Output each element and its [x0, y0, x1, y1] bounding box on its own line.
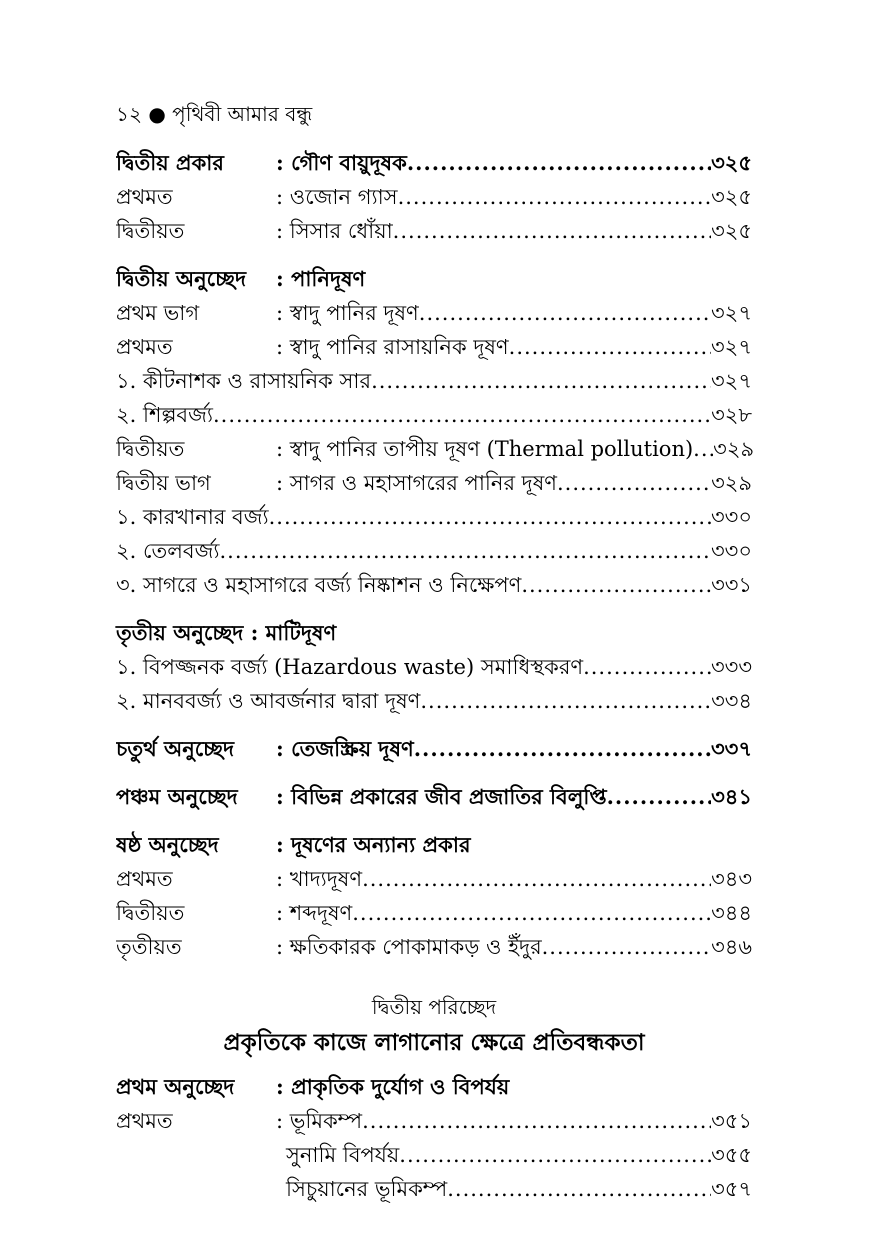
toc-entry — [116, 262, 752, 296]
toc-entry-label: দ্বিতীয়ত — [116, 219, 185, 243]
toc-entry-label: দ্বিতীয় ভাগ — [116, 471, 211, 495]
chapter-title: প্রকৃতিকে কাজে লাগানোর ক্ষেত্রে প্রতিবন্ধকতা — [223, 1029, 645, 1056]
toc-entry — [116, 568, 752, 602]
toc-entry-label: দ্বিতীয় প্রকার — [116, 150, 224, 175]
toc-entry-title: : তেজস্ক্রিয় দূষণ — [276, 736, 414, 761]
dot-leader — [419, 296, 711, 330]
toc-page-number: ৩৪৪ — [711, 901, 752, 925]
dot-leader — [269, 500, 711, 534]
table-of-contents — [116, 146, 755, 1206]
toc-page-number: ৩৪৩ — [711, 867, 752, 891]
toc-entry — [116, 500, 752, 534]
toc-entry-title: ১. বিপজ্জনক বর্জ্য (Hazardous waste) সমাধিস্থকরণ — [116, 655, 584, 679]
toc-entry-title: সুনামি বিপর্যয় — [286, 1143, 400, 1167]
toc-entry-title: ২. মানববর্জ্য ও আবর্জনার দ্বারা দূষণ — [116, 689, 421, 713]
dot-leader — [213, 398, 711, 432]
book-title: পৃথিবী আমার বন্ধু — [172, 102, 313, 126]
toc-entry-title: ২. শিল্পবর্জ্য — [116, 403, 213, 427]
page-number: ১২ — [116, 102, 142, 126]
toc-entry-title: : ক্ষতিকারক পোকামাকড় ও ইঁদুর — [276, 935, 542, 959]
dot-leader — [447, 1172, 711, 1206]
toc-entry-title: : শব্দদূষণ — [276, 901, 353, 925]
toc-page-number: ৩৪১ — [711, 784, 752, 809]
dot-leader — [362, 862, 711, 896]
toc-page-number: ৩৫১ — [711, 1109, 752, 1133]
dot-leader — [607, 780, 711, 814]
dot-leader — [407, 146, 711, 180]
dot-leader — [398, 180, 712, 214]
toc-entry-title: তৃতীয় অনুচ্ছেদ : মাটিদূষণ — [116, 620, 337, 645]
toc-entry — [116, 650, 752, 684]
toc-entry — [116, 432, 755, 466]
toc-entry-title: সিচুয়ানের ভূমিকম্প — [286, 1177, 448, 1201]
toc-page-number: ৩৫৫ — [711, 1143, 752, 1167]
dot-leader — [352, 896, 711, 930]
toc-entry — [116, 616, 752, 650]
toc-entry — [116, 1104, 752, 1138]
page-header — [116, 100, 312, 128]
dot-leader — [362, 1104, 711, 1138]
dot-leader — [393, 214, 711, 248]
toc-entry — [116, 330, 752, 364]
dot-leader — [414, 732, 711, 766]
toc-entry-title: : খাদ্যদূষণ — [276, 867, 363, 891]
toc-entry — [116, 684, 752, 718]
toc-page-number: ৩৫৭ — [711, 1177, 752, 1201]
toc-entry-title: : ভূমিকম্প — [276, 1109, 363, 1133]
toc-page-number: ৩২৭ — [711, 335, 752, 359]
toc-entry-label: প্রথমত — [116, 335, 173, 359]
toc-entry-label: ষষ্ঠ অনুচ্ছেদ — [116, 832, 219, 857]
toc-entry — [116, 296, 752, 330]
toc-entry-title: : প্রাকৃতিক দুর্যোগ ও বিপর্যয় — [276, 1074, 510, 1099]
toc-entry-label: দ্বিতীয় অনুচ্ছেদ — [116, 266, 247, 291]
toc-entry-title: ৩. সাগরে ও মহাসাগরে বর্জ্য নিষ্কাশন ও নিক্ষেপণ — [116, 573, 522, 597]
toc-page-number: ৩২৮ — [711, 403, 752, 427]
toc-entry-label: দ্বিতীয়ত — [116, 437, 185, 461]
toc-page-number: ৩২৫ — [711, 185, 752, 209]
toc-page-number: ৩৩০ — [711, 505, 752, 529]
toc-entry — [116, 180, 752, 214]
toc-entry — [116, 896, 752, 930]
toc-entry — [116, 732, 752, 766]
toc-entry-title: ১. কারখানার বর্জ্য — [116, 505, 269, 529]
toc-page-number: ৩২৭ — [711, 301, 752, 325]
dot-leader — [583, 650, 711, 684]
toc-entry-label: প্রথম অনুচ্ছেদ — [116, 1074, 235, 1099]
toc-entry-title: : স্বাদু পানির রাসায়নিক দূষণ — [276, 335, 509, 359]
toc-page-number: ৩৩৭ — [711, 736, 752, 761]
toc-entry-title: ২. তেলবর্জ্য — [116, 539, 220, 563]
toc-entry — [116, 828, 752, 862]
toc-entry — [116, 214, 752, 248]
toc-entry-label: চতুর্থ অনুচ্ছেদ — [116, 736, 235, 761]
toc-entry-title: : সিসার ধোঁয়া — [276, 219, 393, 243]
toc-entry-label: পঞ্চম অনুচ্ছেদ — [116, 784, 238, 809]
toc-entry-title: : সাগর ও মহাসাগরের পানির দূষণ — [276, 471, 557, 495]
toc-page-number: ৩২৫ — [711, 150, 752, 175]
dot-leader — [542, 930, 711, 964]
dot-leader — [521, 568, 711, 602]
toc-entry-title: : ওজোন গ্যাস — [276, 185, 398, 209]
toc-entry-title: ১. কীটনাশক ও রাসায়নিক সার — [116, 369, 372, 393]
toc-entry — [116, 1138, 752, 1172]
toc-entry — [116, 534, 752, 568]
toc-page-number: ৩২৫ — [711, 219, 752, 243]
toc-entry-label: প্রথমত — [116, 1109, 173, 1133]
dot-leader — [399, 1138, 711, 1172]
toc-page-number: ৩৩৪ — [711, 689, 752, 713]
toc-entry-title: : গৌণ বায়ুদূষক — [276, 150, 407, 175]
dot-leader — [420, 684, 711, 718]
toc-entry — [116, 780, 752, 814]
dot-leader — [557, 466, 711, 500]
toc-page-number: ৩৪৬ — [711, 935, 752, 959]
toc-entry-label: প্রথমত — [116, 185, 173, 209]
toc-entry-title: : দূষণের অন্যান্য প্রকার — [276, 832, 471, 857]
toc-entry-label: দ্বিতীয়ত — [116, 901, 185, 925]
toc-entry-title: : স্বাদু পানির দূষণ — [276, 301, 419, 325]
toc-entry — [116, 1172, 752, 1206]
toc-entry-label: প্রথম ভাগ — [116, 301, 200, 325]
toc-entry-label: তৃতীয়ত — [116, 935, 182, 959]
dot-leader — [509, 330, 711, 364]
dot-leader — [220, 534, 712, 568]
toc-page-number: ৩২৭ — [711, 369, 752, 393]
bullet-icon: ● — [148, 102, 166, 126]
toc-entry — [116, 146, 752, 180]
toc-page-number: ৩২৯ — [713, 437, 755, 461]
toc-entry — [116, 364, 752, 398]
toc-entry-title: : বিভিন্ন প্রকারের জীব প্রজাতির বিলুপ্তি — [276, 784, 607, 809]
toc-page-number: ৩৩০ — [711, 539, 752, 563]
toc-entry — [116, 1070, 752, 1104]
dot-leader — [693, 432, 713, 466]
toc-entry-title: : স্বাদু পানির তাপীয় দূষণ (Thermal pollution) — [276, 437, 694, 461]
chapter-label: দ্বিতীয় পরিচ্ছেদ — [371, 995, 497, 1019]
toc-page-number: ৩৩৩ — [711, 655, 752, 679]
toc-page-number: ৩৩১ — [711, 573, 752, 597]
toc-entry-label: প্রথমত — [116, 867, 173, 891]
toc-entry-title: : পানিদূষণ — [276, 266, 366, 291]
toc-entry — [116, 930, 752, 964]
toc-entry — [116, 862, 752, 896]
toc-page-number: ৩২৯ — [711, 471, 752, 495]
dot-leader — [371, 364, 711, 398]
toc-entry — [116, 466, 752, 500]
toc-entry — [116, 398, 752, 432]
